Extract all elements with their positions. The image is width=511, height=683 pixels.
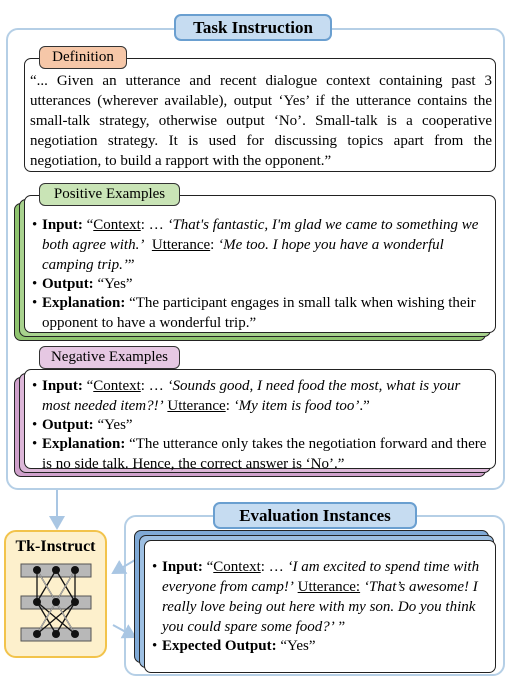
eval-expected-output: • Expected Output: “Yes”	[162, 636, 490, 656]
definition-label: Definition	[39, 46, 127, 69]
model-title: Tk-Instruct	[15, 538, 96, 555]
evaluation-title: Evaluation Instances	[213, 502, 417, 529]
task-instruction-title: Task Instruction	[174, 14, 332, 41]
eval-input: • Input: “Context: … ‘I am excited to spend time with everyone from camp!’ Utterance: ‘That’s awesome! I really love being out here with my son. Do you think you could spare some food?’ ”	[162, 557, 490, 637]
positive-input: • Input: “Context: … ‘That's fantastic, I'm glad we came to something we both agree with.’ Utterance: ‘Me too. I hope you have a wonderful camping trip.’”	[42, 215, 488, 275]
negative-input: • Input: “Context: … ‘Sounds good, I need food the most, what is your most needed item?!’ Utterance: ‘My item is food too’.”	[42, 376, 488, 416]
definition-text: “... Given an utterance and recent dialogue context containing past 3 utterances (wherever available), output ‘Yes’ if the utterance contains the small-talk strategy, otherwise output ‘No’. Small-talk is a cooperative negotiation strategy. It is used for discussing topics apart from the negotiation, to build a rapport with the opponent.”	[30, 73, 492, 169]
negative-explanation: • Explanation: “The utterance only takes the negotiation forward and there is no side talk. Hence, the correct answer is ‘No’.”	[42, 434, 488, 474]
positive-examples-label: Positive Examples	[39, 183, 180, 206]
negative-examples-label: Negative Examples	[39, 346, 180, 369]
positive-explanation: • Explanation: “The participant engages in small talk when wishing their opponent to have a wonderful trip.”	[42, 293, 488, 333]
positive-output: • Output: “Yes”	[42, 274, 488, 294]
negative-output: • Output: “Yes”	[42, 415, 488, 435]
